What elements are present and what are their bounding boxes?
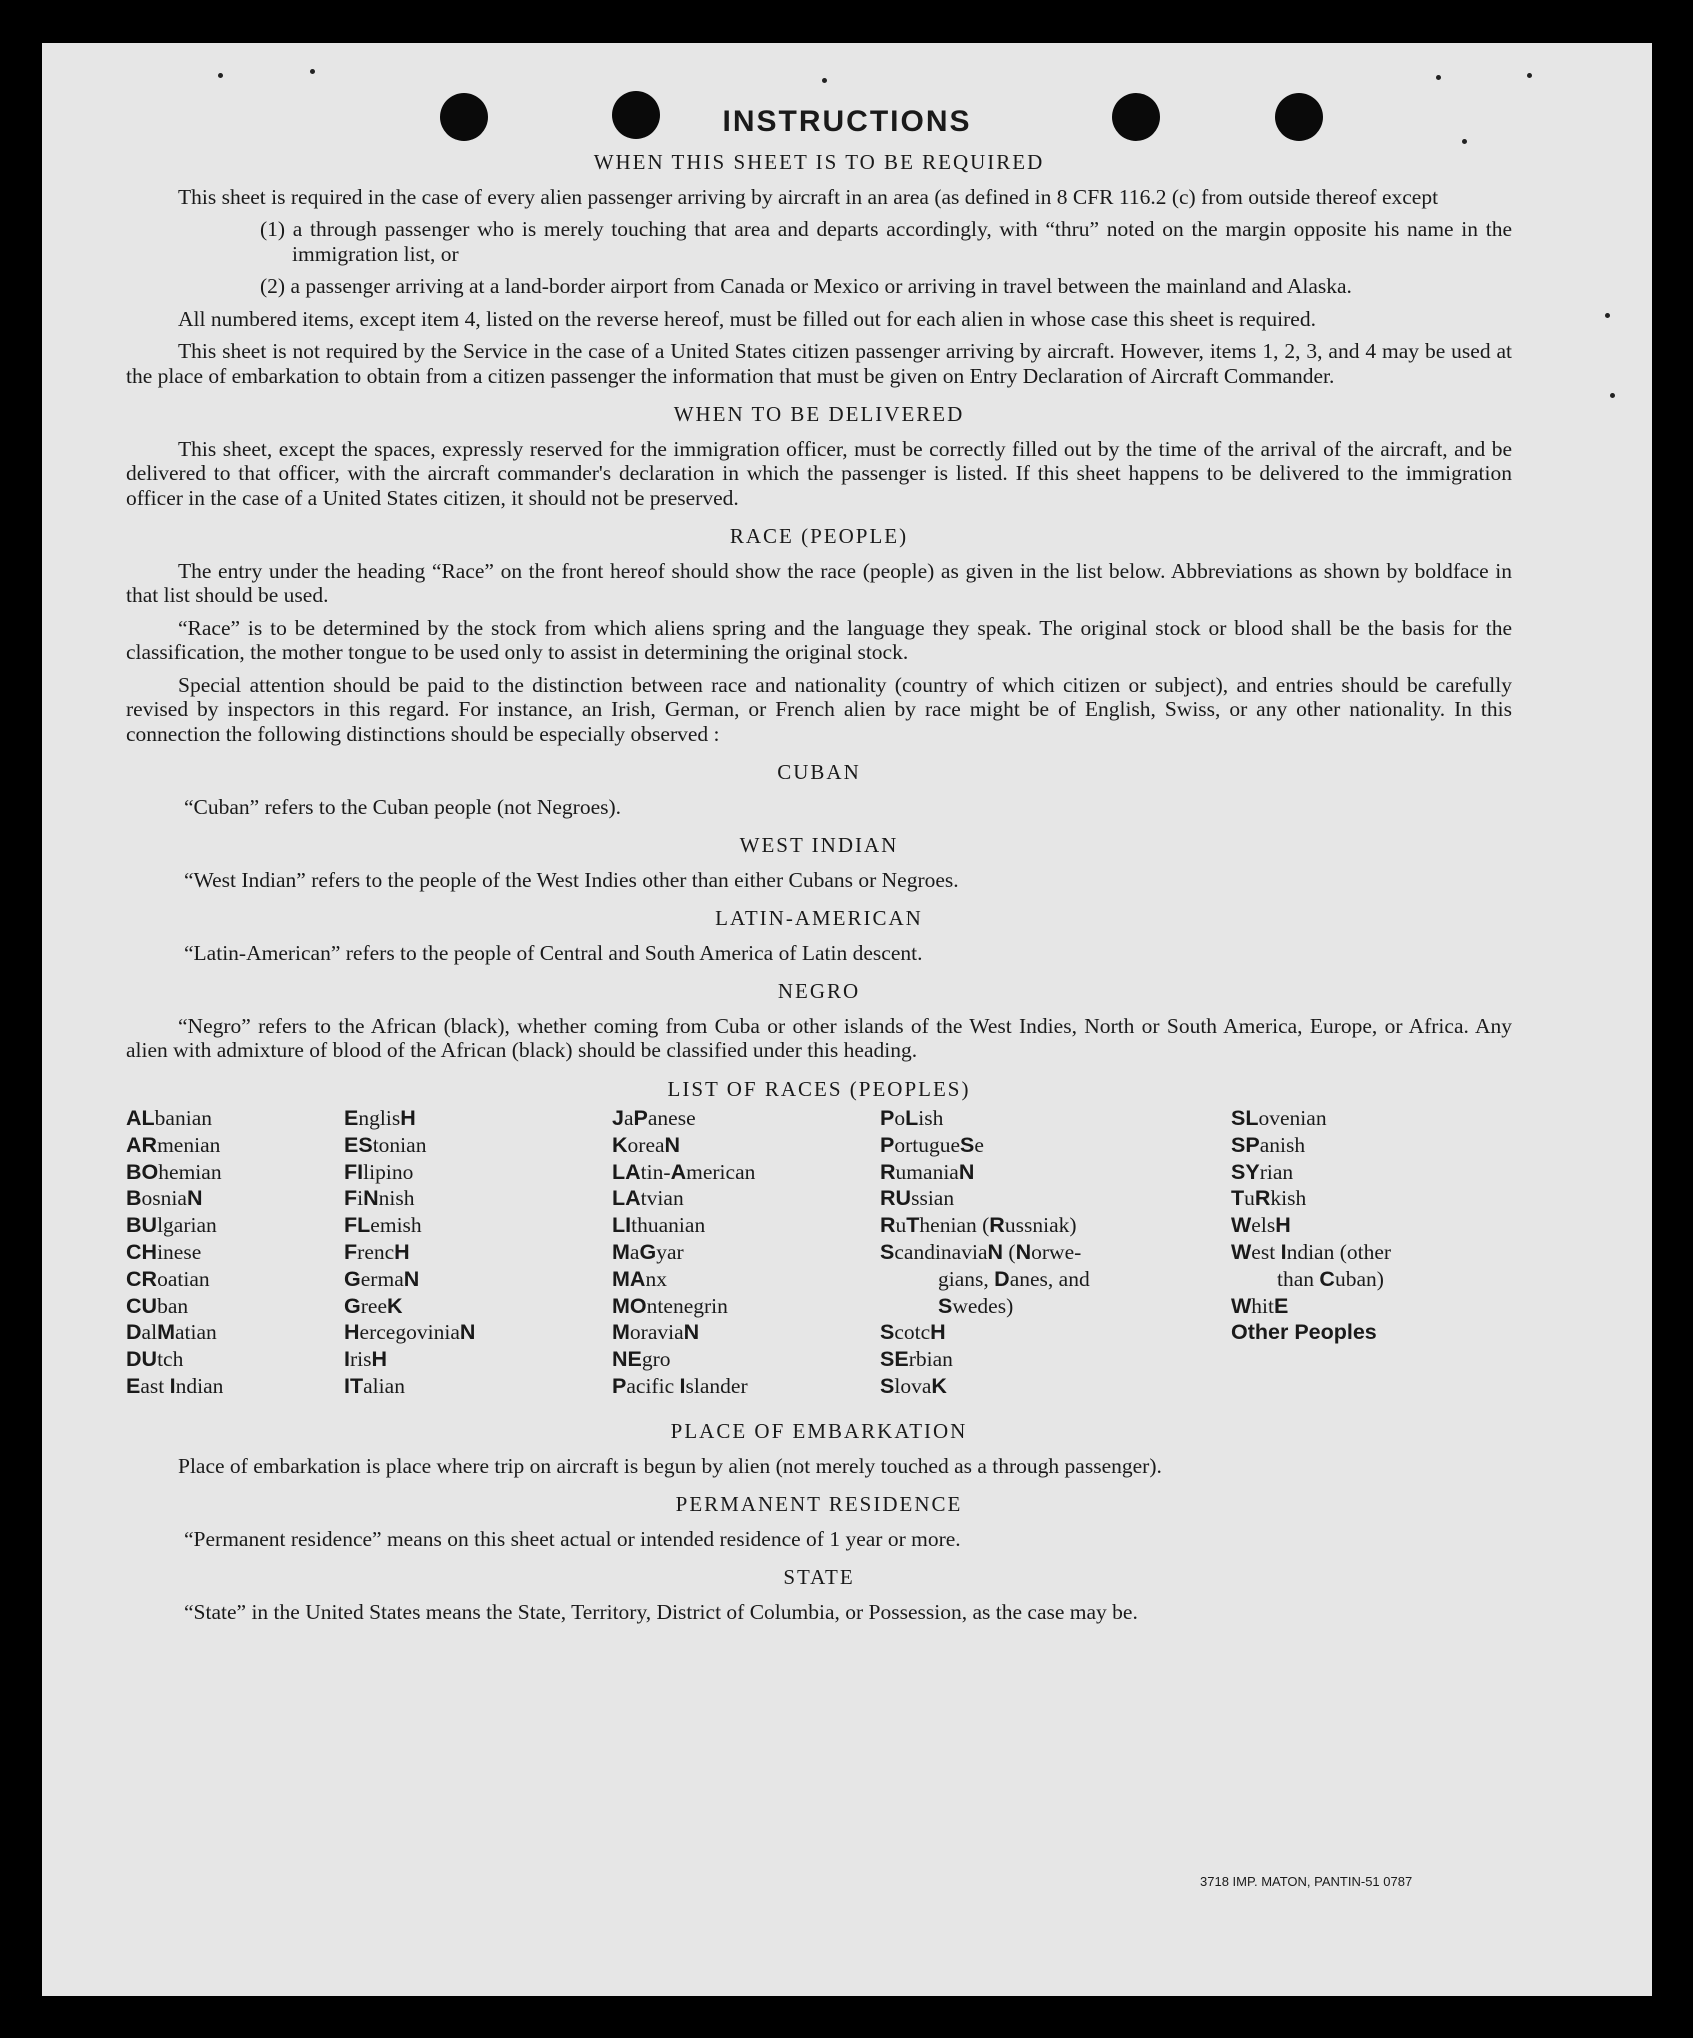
section-heading-negro: NEGRO	[777, 979, 861, 1003]
race-item: TuRkish	[1231, 1186, 1307, 1211]
race-item: CRoatian	[126, 1266, 210, 1291]
races-column-3	[612, 1105, 755, 1400]
section-heading-cuban: CUBAN	[777, 760, 861, 784]
section-heading-state: STATE	[783, 1565, 855, 1589]
paragraph-permanent-residence: “Permanent residence” means on this sheet actual or intended residence of 1 year or more.	[184, 1526, 961, 1551]
race-item: FIlipino	[344, 1159, 414, 1184]
race-item: HercegoviniaN	[344, 1320, 476, 1345]
instructions-body	[126, 108, 1512, 1630]
race-item: GreeK	[344, 1293, 403, 1318]
race-item: LAtvian	[612, 1186, 684, 1211]
race-item: WelsH	[1231, 1213, 1291, 1238]
speck	[822, 78, 827, 83]
paragraph-state: “State” in the United States means the State, Territory, District of Columbia, or Possession, as the case may be.	[184, 1599, 1138, 1624]
race-item: Pacific Islander	[612, 1373, 748, 1398]
race-item: EnglisH	[344, 1106, 416, 1130]
race-item: GermaN	[344, 1266, 420, 1291]
race-item: SlovaK	[880, 1373, 947, 1398]
paragraph-required-1: This sheet is required in the case of every alien passenger arriving by aircraft in an area (as defined in 8 CFR 116.2 (c) from outside thereof except	[178, 184, 1439, 209]
paragraph-negro: “Negro” refers to the African (black), whether coming from Cuba or other islands of the West Indies, North or South America, Europe, or Africa. Any alien with admixture of blood of the African (black) should be classified under this heading.	[126, 1013, 1512, 1062]
race-item: East Indian	[126, 1373, 224, 1398]
speck	[1527, 73, 1532, 78]
race-item: KoreaN	[612, 1132, 681, 1157]
section-heading-latin-american: LATIN-AMERICAN	[715, 906, 923, 930]
race-item: RuThenian (Russniak)	[880, 1213, 1077, 1238]
speck	[310, 69, 315, 74]
race-item: ITalian	[344, 1373, 405, 1398]
races-column-4	[880, 1105, 1160, 1400]
section-heading-delivered: WHEN TO BE DELIVERED	[673, 402, 965, 426]
races-column-2	[344, 1105, 475, 1400]
race-item: RUssian	[880, 1186, 955, 1211]
paragraph-cuban: “Cuban” refers to the Cuban people (not Negroes).	[184, 794, 622, 819]
race-item: Other Peoples	[1231, 1320, 1377, 1345]
race-item: JaPanese	[612, 1106, 696, 1130]
race-item: West Indian (other	[1231, 1239, 1392, 1264]
paragraph-west-indian: “West Indian” refers to the people of the West Indies other than either Cubans or Negroes.	[184, 867, 959, 892]
section-heading-embarkation: PLACE OF EMBARKATION	[670, 1419, 968, 1443]
section-heading-permanent-residence: PERMANENT RESIDENCE	[675, 1492, 963, 1516]
race-item: PortugueSe	[880, 1132, 984, 1157]
race-item: BUlgarian	[126, 1213, 217, 1238]
race-item: MoraviaN	[612, 1320, 700, 1345]
paragraph-race-3: Special attention should be paid to the distinction between race and nationality (country of which citizen or subject), and entries should be carefully revised by inspectors in this regard. For instance, an Irish, German, or French alien by race might be of English, Swiss, or any other nationality. In this connection the following distinctions should be especially observed :	[126, 672, 1512, 746]
section-heading-west-indian: WEST INDIAN	[739, 833, 899, 857]
paragraph-race-1: The entry under the heading “Race” on the front hereof should show the race (people) as given in the list below. Abbreviations as shown by boldface in that list should be used.	[126, 558, 1512, 607]
required-exception-1: (1) a through passenger who is merely touching that area and departs accordingly, with “thru” noted on the margin opposite his name in the immigration list, or	[260, 217, 1512, 266]
paragraph-embarkation: Place of embarkation is place where trip on aircraft is begun by alien (not merely touched as a through passenger).	[178, 1453, 1162, 1478]
race-item: NEgro	[612, 1347, 671, 1372]
speck	[1436, 75, 1441, 80]
races-column-5	[1231, 1105, 1491, 1346]
speck	[218, 73, 223, 78]
race-item: DUtch	[126, 1347, 184, 1372]
race-item: DalMatian	[126, 1320, 217, 1345]
race-item: FrencH	[344, 1239, 410, 1264]
race-item: BosniaN	[126, 1186, 203, 1211]
race-item: MAnx	[612, 1266, 667, 1291]
race-item: SPanish	[1231, 1132, 1306, 1157]
race-item: ARmenian	[126, 1132, 221, 1157]
race-item: FiNnish	[344, 1186, 415, 1211]
race-item: ScandinaviaN (Norwe-	[880, 1239, 1082, 1264]
races-list	[126, 1105, 1512, 1405]
section-heading-required: WHEN THIS SHEET IS TO BE REQUIRED	[593, 150, 1045, 174]
section-heading-list-of-races: LIST OF RACES (PEOPLES)	[667, 1076, 971, 1101]
paragraph-latin-american: “Latin-American” refers to the people of Central and South America of Latin descent.	[184, 940, 923, 965]
required-exception-2: (2) a passenger arriving at a land-border airport from Canada or Mexico or arriving in travel between the mainland and Alaska.	[260, 274, 1352, 298]
race-item: LAtin-American	[612, 1159, 756, 1184]
paragraph-required-2: All numbered items, except item 4, listed on the reverse hereof, must be filled out for each alien in whose case this sheet is required.	[178, 306, 1316, 331]
race-item: BOhemian	[126, 1159, 222, 1184]
race-item: CUban	[126, 1293, 189, 1318]
race-item: LIthuanian	[612, 1213, 706, 1238]
race-item: MaGyar	[612, 1239, 684, 1264]
race-item: ScotcH	[880, 1320, 946, 1345]
races-column-1	[126, 1105, 223, 1400]
printer-imprint: 3718 IMP. MATON, PANTIN-51 0787	[1200, 1874, 1413, 1889]
section-heading-race: RACE (PEOPLE)	[729, 524, 909, 548]
race-item: SLovenian	[1231, 1106, 1327, 1130]
speck	[1610, 393, 1615, 398]
race-item: CHinese	[126, 1239, 202, 1264]
race-item: WhitE	[1231, 1293, 1289, 1318]
page-title: INSTRUCTIONS	[722, 105, 972, 138]
race-item-continuation: than Cuban)	[1277, 1266, 1384, 1291]
race-item: RumaniaN	[880, 1159, 975, 1184]
race-item-continuation: Swedes)	[938, 1293, 1014, 1318]
race-item-continuation: gians, Danes, and	[938, 1266, 1090, 1291]
race-item: MOntenegrin	[612, 1293, 728, 1318]
race-item: FLemish	[344, 1213, 422, 1238]
race-item: IrisH	[344, 1347, 388, 1372]
race-item: SYrian	[1231, 1159, 1294, 1184]
paragraph-delivered: This sheet, except the spaces, expressly reserved for the immigration officer, must be correctly filled out by the time of the arrival of the aircraft, and be delivered to that officer, with the aircraft commander's declaration in which the passenger is listed. If this sheet happens to be delivered to the immigration officer in the case of a United States citizen, it should not be preserved.	[126, 436, 1512, 510]
race-item: EStonian	[344, 1132, 427, 1157]
race-item: ALbanian	[126, 1106, 212, 1130]
paragraph-required-3: This sheet is not required by the Service in the case of a United States citizen passenger arriving by aircraft. However, items 1, 2, 3, and 4 may be used at the place of embarkation to obtain from a citizen passenger the information that must be given on Entry Declaration of Aircraft Commander.	[126, 339, 1512, 388]
speck	[1605, 313, 1610, 318]
race-item: PoLish	[880, 1106, 944, 1130]
paragraph-race-2: “Race” is to be determined by the stock from which aliens spring and the language they speak. The original stock or blood shall be the basis for the classification, the mother tongue to be used only to assist in determining the original stock.	[126, 615, 1512, 664]
race-item: SErbian	[880, 1347, 953, 1372]
